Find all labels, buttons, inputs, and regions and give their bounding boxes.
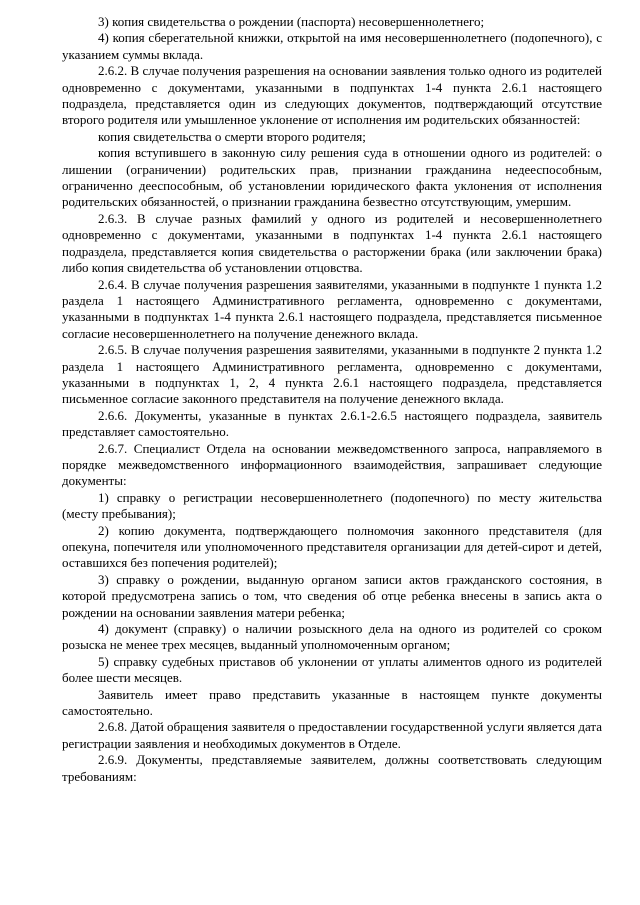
paragraph-court-decision: копия вступившего в законную силу решения суда в отношении одного из родителей: о лишении (ограничении) родительских прав, признании гражданина недееспособным, ограниченно дееспособным, об установлении юридического факта уклонения от исполнения родительских обязанностей, о признании гражданина безвестно отсутствующим, умершим. bbox=[62, 145, 602, 210]
document-body bbox=[62, 14, 602, 785]
paragraph-2-6-9: 2.6.9. Документы, представляемые заявителем, должны соответствовать следующим требованиям: bbox=[62, 752, 602, 784]
paragraph-2-6-7: 2.6.7. Специалист Отдела на основании межведомственного запроса, направляемого в порядке межведомственного информационного взаимодействия, запрашивает следующие документы: bbox=[62, 440, 602, 489]
paragraph-item-3-birth-certificate: 3) копия свидетельства о рождении (паспорта) несовершеннолетнего; bbox=[98, 14, 485, 29]
paragraph-request-item-5: 5) справку судебных приставов об уклонении от уплаты алиментов одного из родителей более шести месяцев. bbox=[62, 653, 602, 686]
paragraph-item-4-savings-book: 4) копия сберегательной книжки, открытой на имя несовершеннолетнего (подопечного), с указанием суммы вклада. bbox=[62, 30, 602, 62]
paragraph-2-6-4: 2.6.4. В случае получения разрешения заявителями, указанными в подпункте 1 пункта 1.2 раздела 1 настоящего Административного регламента, одновременно с документами, указанными в подпунктах 1-4 пункта 2.6.1 настоящего подраздела, представляется письменное согласие несовершеннолетнего на получение денежного вклада. bbox=[62, 276, 602, 341]
paragraph-death-certificate: копия свидетельства о смерти второго родителя; bbox=[98, 128, 366, 144]
paragraph-request-item-4: 4) документ (справку) о наличии розыскного дела на одного из родителей со сроком розыска не менее трех месяцев, выданный уполномоченным органом; bbox=[62, 621, 602, 653]
paragraph-2-6-2: 2.6.2. В случае получения разрешения на основании заявления только одного из родителей одновременно с документами, указанными в подпунктах 1-4 пункта 2.6.1 настоящего подраздела, представляется один из следующих документов, подтверждающий отсутствие второго родителя или умышленное уклонение от исполнения им родительских обязанностей: bbox=[62, 63, 602, 128]
paragraph-2-6-3: 2.6.3. В случае разных фамилий у одного из родителей и несовершеннолетнего одновременно с документами, указанными в подпунктах 1-4 пункта 2.6.1 настоящего подраздела, представляется копия свидетельства о расторжении брака (или заключении брака) либо копия свидетельства об установлении отцовства. bbox=[62, 210, 602, 276]
paragraph-2-6-5: 2.6.5. В случае получения разрешения заявителями, указанными в подпункте 2 пункта 1.2 раздела 1 настоящего Административного регламента, одновременно с документами, указанными в подпунктах 1, 2, 4 пункта 2.6.1 настоящего подраздела, представляется письменное согласие законного представителя на получение денежного вклада. bbox=[62, 342, 602, 407]
paragraph-request-item-1: 1) справку о регистрации несовершеннолетнего (подопечного) по месту жительства (месту пребывания); bbox=[62, 489, 602, 522]
paragraph-2-6-6: 2.6.6. Документы, указанные в пунктах 2.6.1-2.6.5 настоящего подраздела, заявитель представляет самостоятельно. bbox=[62, 407, 602, 440]
paragraph-request-item-2: 2) копию документа, подтверждающего полномочия законного представителя (для опекуна, попечителя или уполномоченного представителя организации для детей-сирот и детей, оставшихся без попечения родителей); bbox=[62, 522, 602, 571]
paragraph-applicant-right: Заявитель имеет право представить указанные в настоящем пункте документы самостоятельно. bbox=[62, 686, 602, 719]
paragraph-2-6-8: 2.6.8. Датой обращения заявителя о предоставлении государственной услуги является дата регистрации заявления и необходимых документов в Отделе. bbox=[62, 719, 602, 751]
paragraph-request-item-3: 3) справку о рождении, выданную органом записи актов гражданского состояния, в которой предусмотрена запись о том, что сведения об отце ребенка внесены в запись акта о рождении на основании заявления матери ребенка; bbox=[62, 571, 602, 620]
